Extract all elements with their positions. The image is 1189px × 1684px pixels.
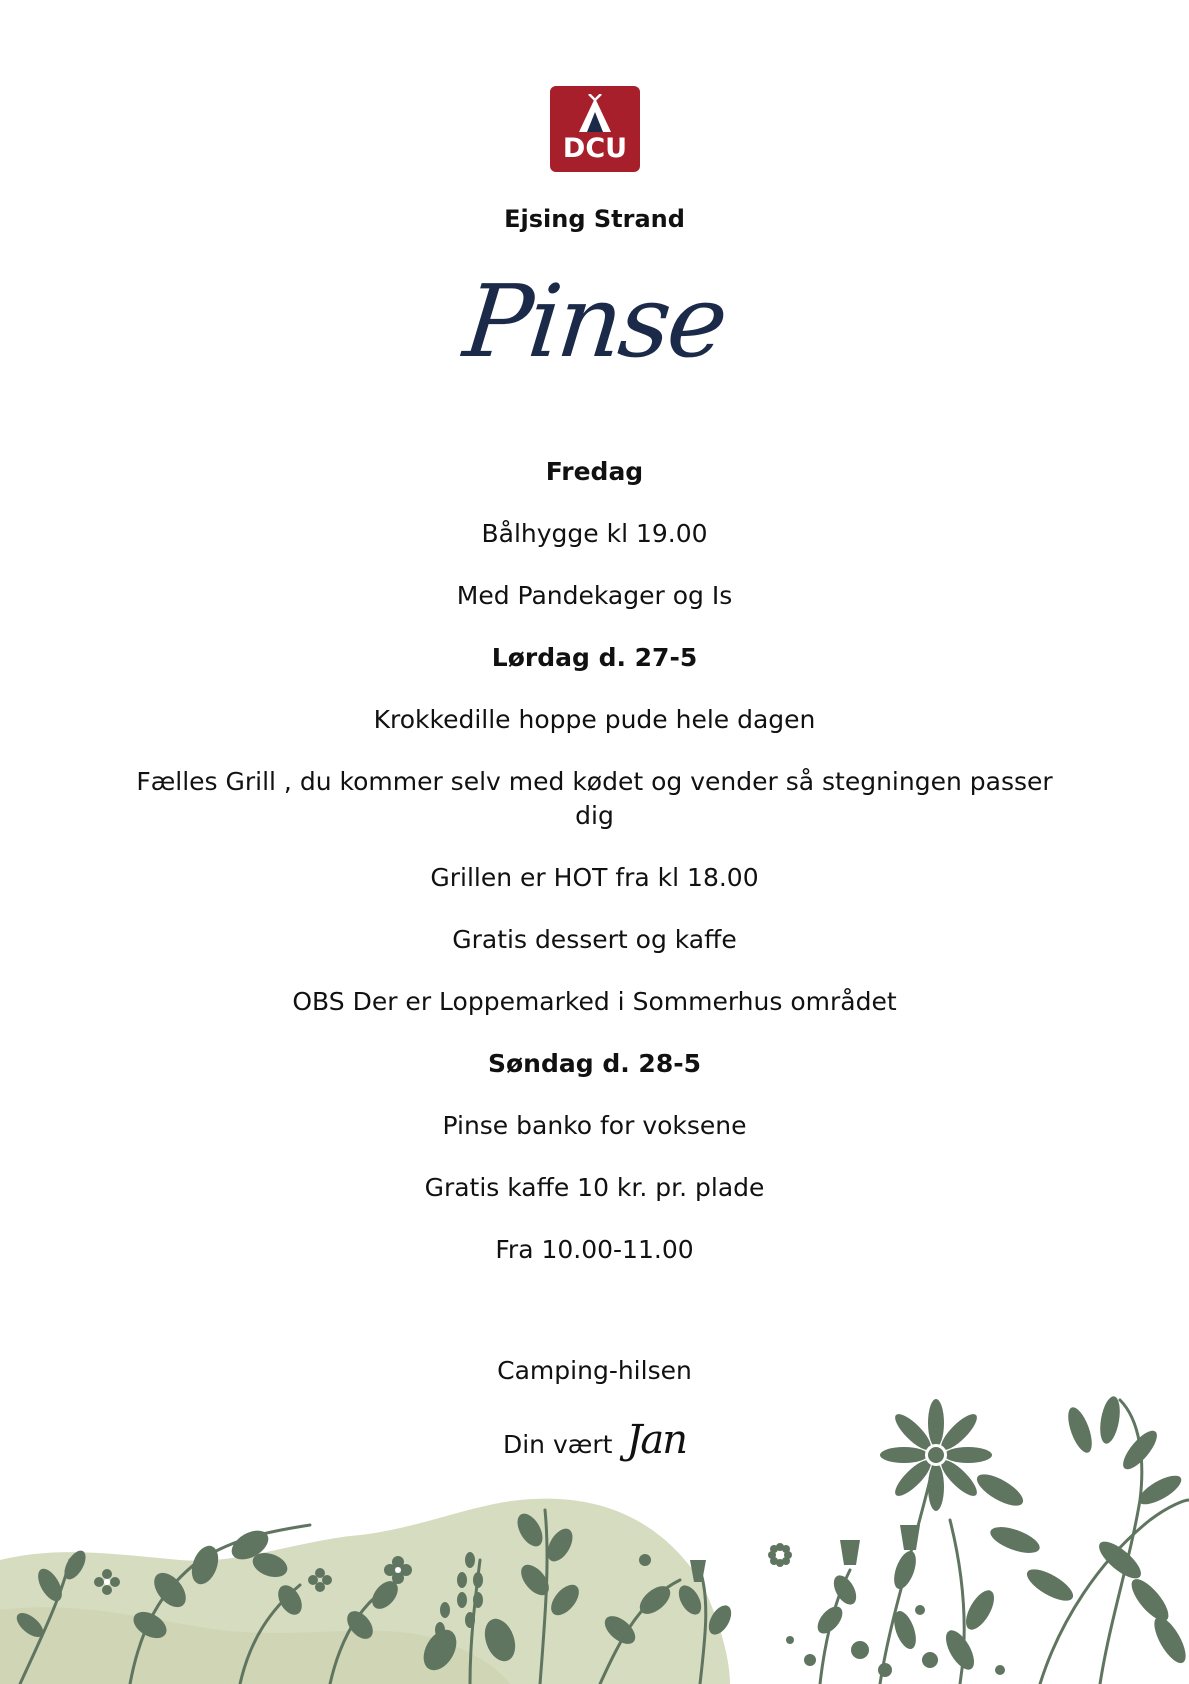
leaf	[890, 1548, 921, 1592]
sprig	[457, 1592, 467, 1608]
closing-line: Camping-hilsen	[497, 1356, 692, 1385]
day-heading: Fredag	[545, 457, 644, 486]
leaf	[1126, 1574, 1175, 1627]
leaf	[960, 1586, 999, 1634]
berry	[786, 1636, 794, 1644]
sprig	[473, 1592, 483, 1608]
program-line: Med Pandekager og Is	[456, 581, 733, 610]
leaf	[1097, 1395, 1123, 1445]
logo-text: DCU	[562, 133, 628, 164]
berry	[922, 1652, 938, 1668]
site-name: Ejsing Strand	[504, 205, 685, 233]
sprig	[465, 1612, 475, 1628]
day-heading: Søndag d. 28-5	[487, 1049, 701, 1078]
program-line: Gratis dessert og kaffe	[452, 925, 737, 954]
program-line: OBS Der er Loppemarked i Sommerhus området	[292, 987, 897, 1016]
leaf	[1118, 1426, 1163, 1474]
leaf	[987, 1522, 1043, 1559]
berry	[804, 1654, 816, 1666]
program-line: Krokkedille hoppe pude hele dagen	[373, 705, 816, 734]
leaf	[829, 1572, 861, 1609]
berry	[878, 1663, 892, 1677]
leaf	[940, 1626, 979, 1674]
program-line: dig	[575, 801, 614, 830]
leaf	[1148, 1612, 1189, 1667]
signature: Jan	[626, 1417, 687, 1463]
sprig	[440, 1602, 450, 1618]
sign-text: Din vært	[502, 1430, 613, 1459]
program-line: Fælles Grill , du kommer selv med kødet og vender så stegningen passer	[136, 767, 1053, 796]
leaf	[1094, 1536, 1147, 1585]
leaf	[972, 1468, 1027, 1511]
sprig	[465, 1552, 475, 1568]
sprig	[473, 1572, 483, 1588]
daisy-flower	[880, 1399, 992, 1511]
program-line: Gratis kaffe 10 kr. pr. plade	[424, 1173, 765, 1202]
leaf	[1063, 1404, 1096, 1455]
page-title: Pinse	[458, 263, 731, 380]
berry	[915, 1605, 925, 1615]
sprig	[457, 1572, 467, 1588]
bell-flower	[840, 1540, 860, 1565]
program-line: Bålhygge kl 19.00	[481, 519, 708, 548]
program-line: Grillen er HOT fra kl 18.00	[430, 863, 759, 892]
sprig	[435, 1622, 445, 1638]
bell-flower	[900, 1525, 920, 1550]
day-heading: Lørdag d. 27-5	[491, 643, 698, 672]
leaf	[1022, 1563, 1077, 1606]
program-line: Pinse banko for voksene	[442, 1111, 747, 1140]
berry	[995, 1665, 1005, 1675]
program-line: Fra 10.00-11.00	[495, 1235, 694, 1264]
berry	[851, 1641, 869, 1659]
small-flower	[768, 1543, 792, 1567]
berry	[639, 1554, 651, 1566]
